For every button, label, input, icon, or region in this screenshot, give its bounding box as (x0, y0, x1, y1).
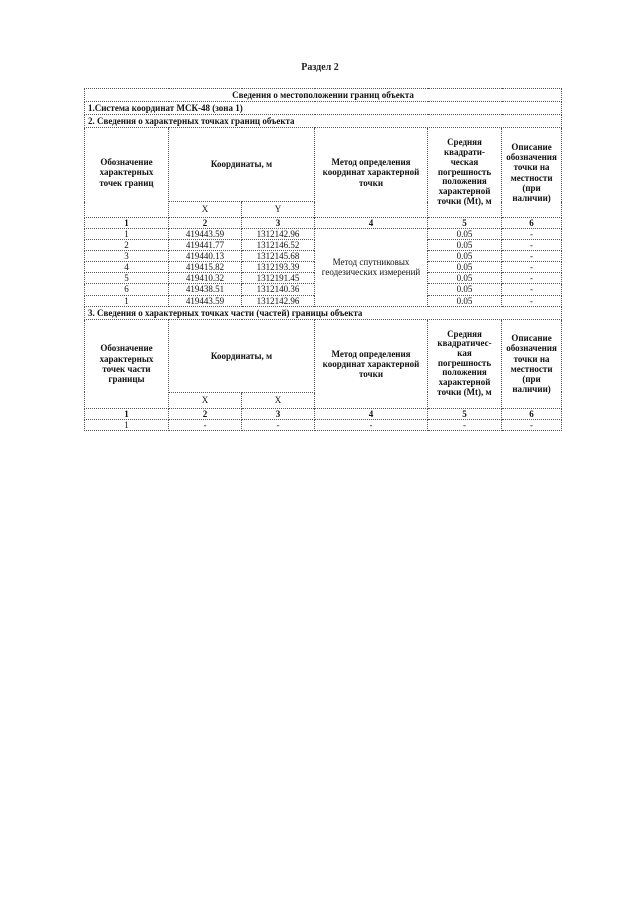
desc-cell: - (502, 240, 562, 251)
part1-col-error: Средняя квадрати-ческая погрешность положения характерной точки (Mt), м (428, 128, 502, 218)
index-cell: 1 (85, 408, 169, 419)
part2-col-x: X (169, 392, 242, 408)
y-cell: 1312142.96 (242, 295, 315, 306)
part1-heading: 2. Сведения о характерных точках границ объекта (85, 115, 562, 128)
desc-cell: - (502, 419, 562, 430)
index-cell: 5 (428, 218, 502, 229)
part1-col-method: Метод определения координат характерной точки (315, 128, 428, 218)
y-cell: 1312191.45 (242, 273, 315, 284)
error-cell: 0.05 (428, 284, 502, 295)
point-cell: 5 (85, 273, 169, 284)
x-cell: 419440.13 (169, 251, 242, 262)
desc-cell: - (502, 251, 562, 262)
part1-col-y: Y (242, 202, 315, 218)
point-cell: 3 (85, 251, 169, 262)
part2-col-method: Метод определения координат характерной точки (315, 319, 428, 408)
x-cell: 419410.32 (169, 273, 242, 284)
y-cell: 1312145.68 (242, 251, 315, 262)
method-cell: - (315, 419, 428, 430)
x-cell: - (169, 419, 242, 430)
error-cell: 0.05 (428, 262, 502, 273)
part1-col-coords: Координаты, м (169, 128, 315, 202)
part2-col-point: Обозначение характерных точек части границы (85, 319, 169, 408)
coord-system: 1.Система координат МСК-48 (зона 1) (85, 102, 562, 115)
y-cell: - (242, 419, 315, 430)
part2-index-row (85, 408, 562, 419)
index-cell: 1 (85, 218, 169, 229)
index-cell: 4 (315, 218, 428, 229)
coord-system-row (85, 102, 562, 115)
y-cell: 1312146.52 (242, 240, 315, 251)
error-cell: 0.05 (428, 229, 502, 240)
point-cell: 4 (85, 262, 169, 273)
boundary-table (84, 88, 562, 431)
index-cell: 3 (242, 408, 315, 419)
point-cell: 1 (85, 295, 169, 306)
point-cell: 1 (85, 419, 169, 430)
error-cell: 0.05 (428, 295, 502, 306)
table-row (85, 419, 562, 430)
x-cell: 419441.77 (169, 240, 242, 251)
part1-col-point: Обозначение характерных точек границ (85, 128, 169, 218)
part1-index-row (85, 218, 562, 229)
error-cell: 0.05 (428, 240, 502, 251)
index-cell: 2 (169, 408, 242, 419)
part2-col-error: Средняя квадратичес-кая погрешность положения характерной точки (Mt), м (428, 319, 502, 408)
x-cell: 419415.82 (169, 262, 242, 273)
error-cell: 0.05 (428, 273, 502, 284)
point-cell: 2 (85, 240, 169, 251)
y-cell: 1312193.39 (242, 262, 315, 273)
error-cell: - (428, 419, 502, 430)
index-cell: 3 (242, 218, 315, 229)
part2-col-desc: Описание обозначения точки на местности (при наличии) (502, 319, 562, 408)
part2-header-row (85, 319, 562, 392)
part2-heading: 3. Сведения о характерных точках части (частей) границы объекта (85, 306, 562, 319)
desc-cell: - (502, 284, 562, 295)
part1-header-row (85, 128, 562, 202)
x-cell: 419443.59 (169, 295, 242, 306)
part2-col-coords: Координаты, м (169, 319, 315, 392)
part2-col-y: X (242, 392, 315, 408)
y-cell: 1312140.36 (242, 284, 315, 295)
table-row (85, 229, 562, 240)
desc-cell: - (502, 295, 562, 306)
part1-col-x: X (169, 202, 242, 218)
x-cell: 419443.59 (169, 229, 242, 240)
index-cell: 6 (502, 408, 562, 419)
table-title: Сведения о местоположении границ объекта (85, 89, 562, 102)
section-title: Раздел 2 (301, 62, 339, 73)
point-cell: 6 (85, 284, 169, 295)
index-cell: 5 (428, 408, 502, 419)
y-cell: 1312142.96 (242, 229, 315, 240)
error-cell: 0.05 (428, 251, 502, 262)
point-cell: 1 (85, 229, 169, 240)
part1-heading-row (85, 115, 562, 128)
index-cell: 6 (502, 218, 562, 229)
table-title-row (85, 89, 562, 102)
desc-cell: - (502, 262, 562, 273)
method-cell: Метод спутниковых геодезических измерений (315, 229, 428, 307)
x-cell: 419438.51 (169, 284, 242, 295)
index-cell: 2 (169, 218, 242, 229)
desc-cell: - (502, 273, 562, 284)
index-cell: 4 (315, 408, 428, 419)
part1-col-desc: Описание обозначения точки на местности (при наличии) (502, 128, 562, 218)
part2-heading-row (85, 306, 562, 319)
desc-cell: - (502, 229, 562, 240)
